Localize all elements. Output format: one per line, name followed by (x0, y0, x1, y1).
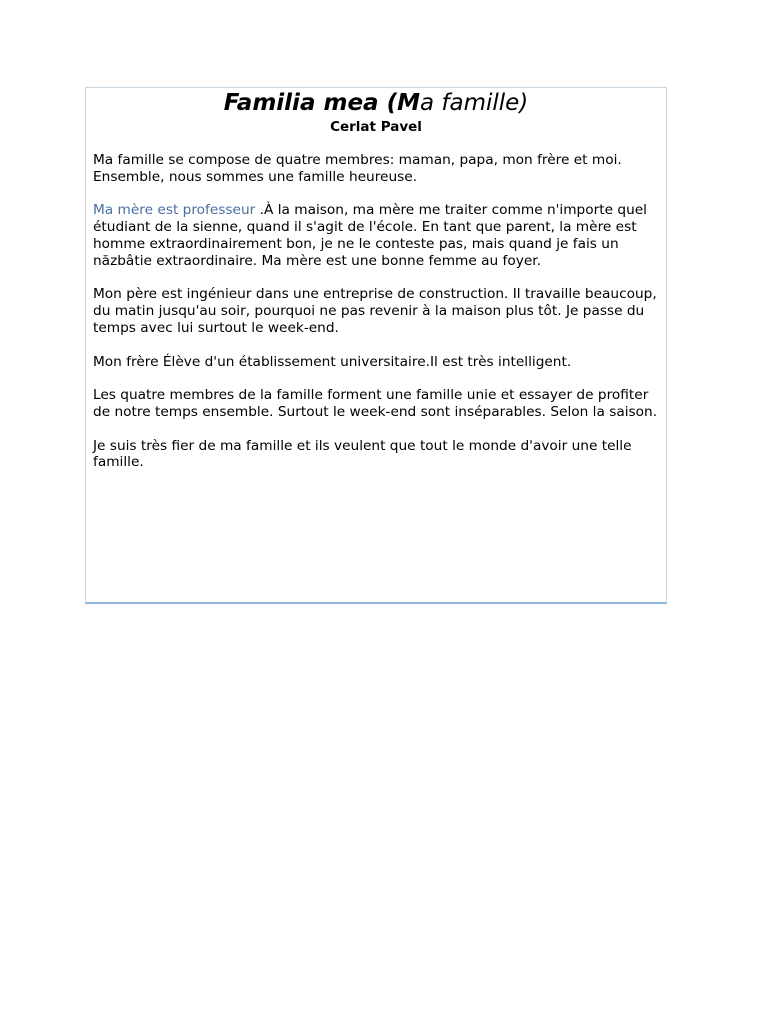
mother-link[interactable]: Ma mère est professeur (93, 202, 256, 219)
paragraph-1-text: Ma famille se compose de quatre membres: maman, papa, mon frère et moi. Ensemble, nous sommes une famille heureuse. (93, 152, 622, 185)
paragraph-5 (93, 387, 663, 421)
title-main: Familia mea (M (223, 90, 420, 116)
paragraph-4 (93, 354, 663, 371)
paragraph-6 (93, 438, 663, 472)
document-body (93, 152, 663, 488)
author-name: Cerlat Pavel (330, 119, 422, 135)
paragraph-6-text: Je suis très fier de ma famille et ils veulent que tout le monde d'avoir une telle famille. (93, 437, 632, 471)
document-frame (85, 87, 667, 604)
paragraph-3-text: Mon père est ingénieur dans une entreprise de construction. Il travaille beaucoup, du matin jusqu'au soir, pourquoi ne pas revenir à la maison plus tôt. Je passe du temps avec lui surtout le week-end. (93, 286, 657, 336)
title-rest: a famille) (419, 90, 529, 116)
paragraph-5-text: Les quatre membres de la famille forment une famille unie et essayer de profiter de notre temps ensemble. Surtout le week-end sont inséparables. Selon la saison. (93, 387, 658, 420)
paragraph-4-text: Mon frère Élève d'un établissement universitaire.Il est très intelligent. (93, 353, 572, 370)
document-title (86, 88, 666, 118)
paragraph-3 (93, 286, 663, 336)
paragraph-1 (93, 152, 663, 186)
paragraph-2-text: .À la maison, ma mère me traiter comme n'importe quel étudiant de la sienne, quand il s'agit de l'école. En tant que parent, la mère est homme extraordinairement bon, je ne le conteste pas, mais quand je fais un năzbâtie extraordinaire. Ma mère est une bonne femme au foyer. (93, 202, 647, 269)
paragraph-2 (93, 202, 663, 269)
